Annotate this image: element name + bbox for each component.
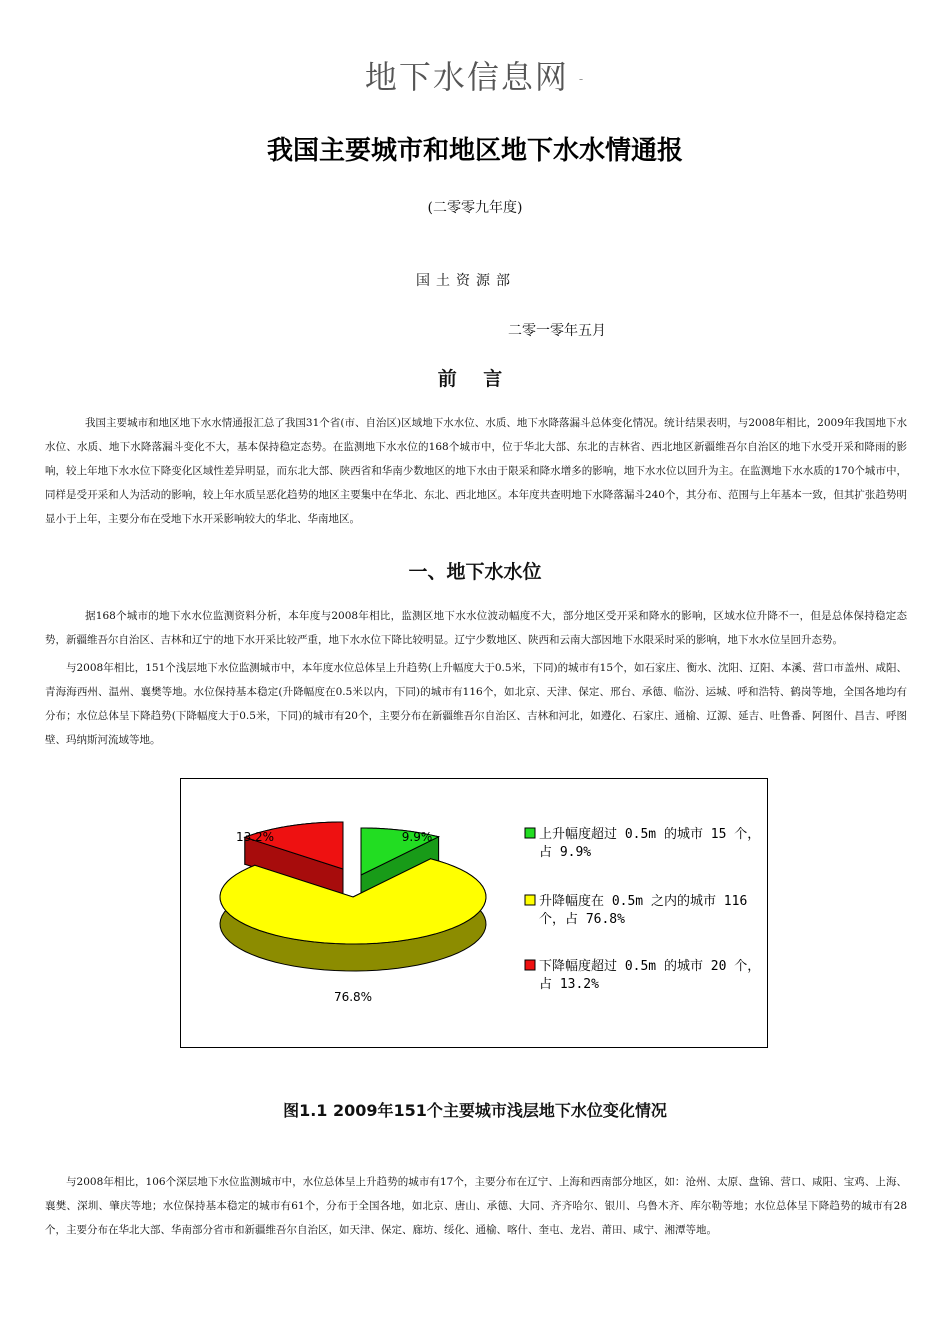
section1-heading: 一、地下水水位 [408, 561, 542, 583]
figure-caption: 图1.1 2009年151个主要城市浅层地下水位变化情况 [283, 1101, 667, 1120]
pie-label-2: 13.2% [235, 830, 275, 844]
pie-chart [180, 778, 768, 1048]
site-title [0, 52, 950, 98]
author: 国土资源部 [416, 273, 516, 289]
section1-paragraph-1: 据168个城市的地下水水位监测资料分析，本年度与2008年相比，监测区地下水水位波动幅度不大，部分地区受开采和降水的影响，区域水位升降不一，但是总体保持稳定态势，新疆维吾尔自治区、吉林和辽宁的地下水开采比较严重，地下水水位下降比较明显。辽宁少数地区、陕西和云南大部因地下水限采时采的影响，地下水水位呈回升态势。 [45, 610, 907, 646]
report-title: 我国主要城市和地区地下水水情通报 [266, 136, 683, 166]
pie-chart-svg [181, 779, 767, 1047]
preface-paragraph: 我国主要城市和地区地下水水情通报汇总了我国31个省(市、自治区)区域地下水水位、水质、地下水降落漏斗总体变化情况。统计结果表明，与2008年相比，2009年我国地下水水位、水质、地下水降落漏斗变化不大，基本保持稳定态势。在监测地下水水位的168个城市中，位于华北大部、东北的吉林省、西北地区新疆维吾尔自治区的地下水受开采和降雨的影响，较上年地下水水位下降变化区域性差异明显，而东北大部、陕西省和华南少数地区的地下水由于限采和降水增多的影响，地下水水位以回升为主。在监测地下水水质的170个城市中，同样是受开采和人为活动的影响，较上年水质呈恶化趋势的地区主要集中在华北、东北、西北地区。本年度共查明地下水降落漏斗240个，其分布、范围与上年基本一致，但其扩张趋势明显小于上年，主要分布在受地下水开采影响较大的华北、华南地区。 [45, 417, 907, 525]
pie-label-0: 9.9% [401, 830, 433, 844]
site-title-text: 地下水信息网 [364, 58, 569, 96]
legend-text-0-0: 上升幅度超过 0.5m 的城市 15 个， [539, 827, 761, 842]
legend-swatch-0 [525, 828, 535, 838]
section1-paragraph-2: 与2008年相比，151个浅层地下水位监测城市中，本年度水位总体呈上升趋势(上升幅度大于0.5米，下同)的城市有15个，如石家庄、衡水、沈阳、辽阳、本溪、营口市盖州、咸阳、青海海西州、温州、襄樊等地。水位保持基本稳定(升降幅度在0.5米以内，下同)的城市有116个，如北京、天津、保定、邢台、承德、临汾、运城、呼和浩特、鹤岗等地，全国各地均有分布；水位总体呈下降趋势(下降幅度大于0.5米，下同)的城市有20个，主要分布在新疆维吾尔自治区、吉林和河北，如遵化、石家庄、通榆、辽源、延吉、吐鲁番、阿图什、昌吉、呼图壁、玛纳斯河流域等地。 [45, 662, 908, 746]
report-year: (二零零九年度) [427, 200, 523, 216]
preface-heading: 前 言 [437, 368, 513, 390]
legend-text-0-1: 占 9.9% [539, 845, 592, 860]
legend-text-2-0: 下降幅度超过 0.5m 的城市 20 个， [539, 959, 761, 974]
legend-text-1-0: 升降幅度在 0.5m 之内的城市 116 [539, 894, 748, 909]
legend-text-2-1: 占 13.2% [539, 977, 599, 992]
legend-swatch-2 [525, 960, 535, 970]
publish-date: 二零一零年五月 [508, 323, 606, 339]
legend-swatch-1 [525, 895, 535, 905]
section1-paragraph-3: 与2008年相比，106个深层地下水位监测城市中，水位总体呈上升趋势的城市有17个，主要分布在辽宁、上海和西南部分地区，如：沧州、太原、盘锦、营口、咸阳、宝鸡、上海、襄樊、深圳、肇庆等地；水位保持基本稳定的城市有61个，分布于全国各地，如北京、唐山、承德、大同、齐齐哈尔、银川、乌鲁木齐、库尔勒等地；水位总体呈下降趋势的城市有28个，主要分布在华北大部、华南部分省市和新疆维吾尔自治区，如天津、保定、廊坊、绥化、通榆、喀什、奎屯、龙岩、莆田、咸宁、湘潭等地。 [45, 1176, 907, 1236]
pie-label-1: 76.8% [333, 990, 373, 1004]
legend-text-1-1: 个，占 76.8% [539, 912, 625, 927]
site-title-dash: - [578, 72, 586, 86]
